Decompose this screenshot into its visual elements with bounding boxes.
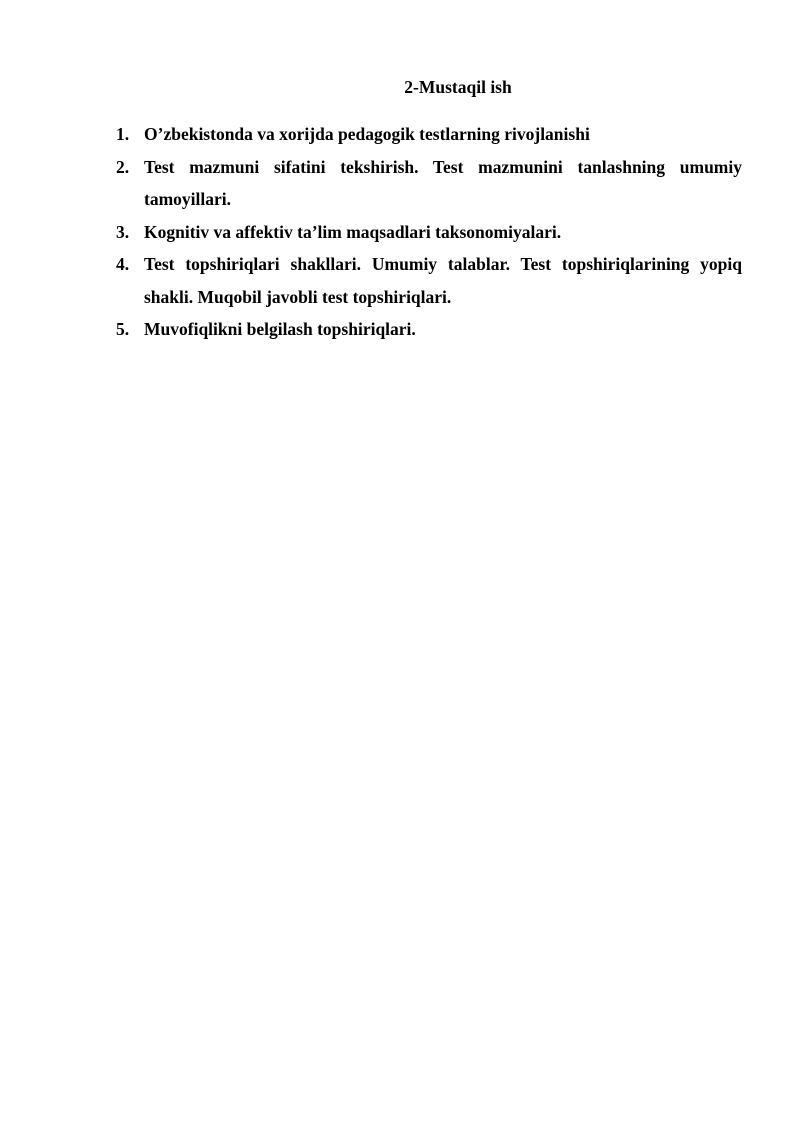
list-item: [116, 216, 742, 249]
page-title: 2-Mustaqil ish: [404, 77, 512, 97]
list-item-number: 5.: [116, 319, 130, 339]
list-item-text: Test topshiriqlari shakllari. Umumiy talablar. Test topshiriqlarining yopiq shakli. Muqobil javobli test topshiriqlari.: [144, 254, 742, 307]
list-item-number: 4.: [116, 254, 130, 274]
list-item: [116, 151, 742, 216]
list-item-text: Kognitiv va affektiv ta’lim maqsadlari taksonomiyalari.: [144, 221, 562, 242]
task-list: [116, 118, 742, 346]
list-item-text: O’zbekistonda va xorijda pedagogik testlarning rivojlanishi: [144, 124, 590, 144]
list-item-text: Test mazmuni sifatini tekshirish. Test mazmunini tanlashning umumiy tamoyillari.: [144, 156, 742, 209]
list-item-number: 1.: [116, 124, 130, 144]
list-item: [116, 248, 742, 313]
list-item-text: Muvofiqlikni belgilash topshiriqlari.: [144, 319, 416, 339]
list-item: [116, 118, 742, 151]
list-item-number: 2.: [116, 156, 130, 177]
list-item: [116, 313, 742, 346]
list-item-number: 3.: [116, 221, 130, 242]
